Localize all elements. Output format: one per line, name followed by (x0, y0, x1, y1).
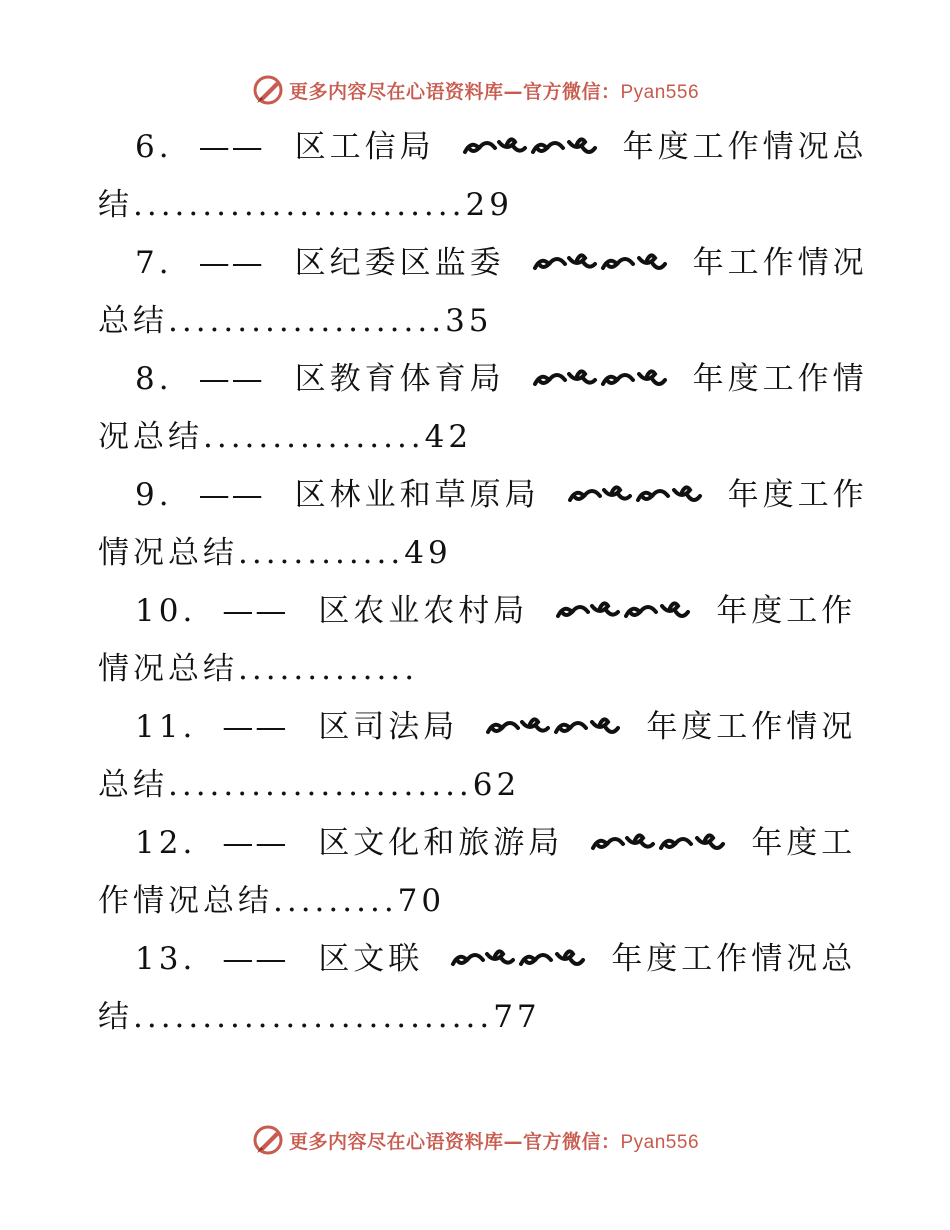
entry-number: 12. (135, 825, 197, 861)
entry-dash: —— (222, 941, 289, 977)
entry-title-tail: 年度工 (751, 825, 857, 861)
entry-leader-line: 情况总结............. (98, 651, 419, 687)
entry-leader-line: 情况总结............49 (98, 535, 452, 571)
toc-entry-7[interactable] (0, 234, 950, 350)
ornament-icon (531, 364, 671, 394)
entry-number: 8. (135, 361, 173, 397)
entry-leader-line: 况总结................42 (98, 419, 473, 455)
toc-entry-8[interactable] (0, 350, 950, 466)
toc-entry-12[interactable] (0, 814, 950, 930)
entry-dash: —— (198, 129, 265, 165)
entry-dash: —— (198, 245, 265, 281)
entry-dash: —— (222, 593, 289, 629)
pen-logo-icon (251, 73, 285, 107)
ornament-icon (566, 480, 706, 510)
entry-leader-line: 作情况总结.........70 (98, 883, 446, 919)
pen-logo-icon (251, 1123, 285, 1157)
entry-title-tail: 年度工作情 (692, 361, 868, 397)
entry-title-tail: 年度工作情况总 (622, 129, 868, 165)
ornament-icon (461, 132, 601, 162)
entry-title-tail: 年度工作情况 (646, 709, 857, 745)
table-of-contents (0, 118, 950, 1046)
entry-title-tail: 年度工作情况总 (611, 941, 857, 977)
entry-dash: —— (222, 825, 289, 861)
entry-department: 区文化和旅游局 (318, 825, 564, 861)
entry-department: 区工信局 (294, 129, 435, 165)
entry-leader-line: 总结......................62 (98, 767, 521, 803)
ornament-icon (554, 596, 694, 626)
entry-title-tail: 年度工作 (727, 477, 868, 513)
banner-text: 更多内容尽在心语资料库—官方微信：Pyan556 (288, 80, 700, 103)
entry-dash: —— (198, 477, 265, 513)
entry-department: 区纪委区监委 (294, 245, 505, 281)
entry-department: 区教育体育局 (294, 361, 505, 397)
entry-number: 7. (135, 245, 173, 281)
toc-entry-6[interactable] (0, 118, 950, 234)
entry-leader-line: 总结....................35 (98, 303, 493, 339)
entry-dash: —— (222, 709, 289, 745)
ornament-icon (589, 828, 729, 858)
ornament-icon (531, 248, 671, 278)
ornament-icon (484, 712, 624, 742)
entry-number: 6. (135, 129, 173, 165)
entry-department: 区林业和草原局 (294, 477, 540, 513)
entry-number: 13. (135, 941, 197, 977)
entry-leader-line: 结..........................77 (98, 999, 541, 1035)
entry-department: 区司法局 (318, 709, 459, 745)
toc-entry-13[interactable] (0, 930, 950, 1046)
entry-department: 区文联 (318, 941, 424, 977)
toc-entry-9[interactable] (0, 466, 950, 582)
toc-entry-11[interactable] (0, 698, 950, 814)
ornament-icon (449, 944, 589, 974)
toc-entry-10[interactable] (0, 582, 950, 698)
entry-number: 10. (135, 593, 197, 629)
footer-banner (0, 1120, 950, 1160)
entry-department: 区农业农村局 (318, 593, 529, 629)
entry-title-tail: 年度工作 (716, 593, 857, 629)
banner-text: 更多内容尽在心语资料库—官方微信：Pyan556 (288, 1130, 700, 1153)
entry-title-tail: 年工作情况 (692, 245, 868, 281)
entry-dash: —— (198, 361, 265, 397)
entry-number: 9. (135, 477, 173, 513)
entry-number: 11. (135, 709, 197, 745)
header-banner (0, 70, 950, 110)
entry-leader-line: 结........................29 (98, 187, 513, 223)
